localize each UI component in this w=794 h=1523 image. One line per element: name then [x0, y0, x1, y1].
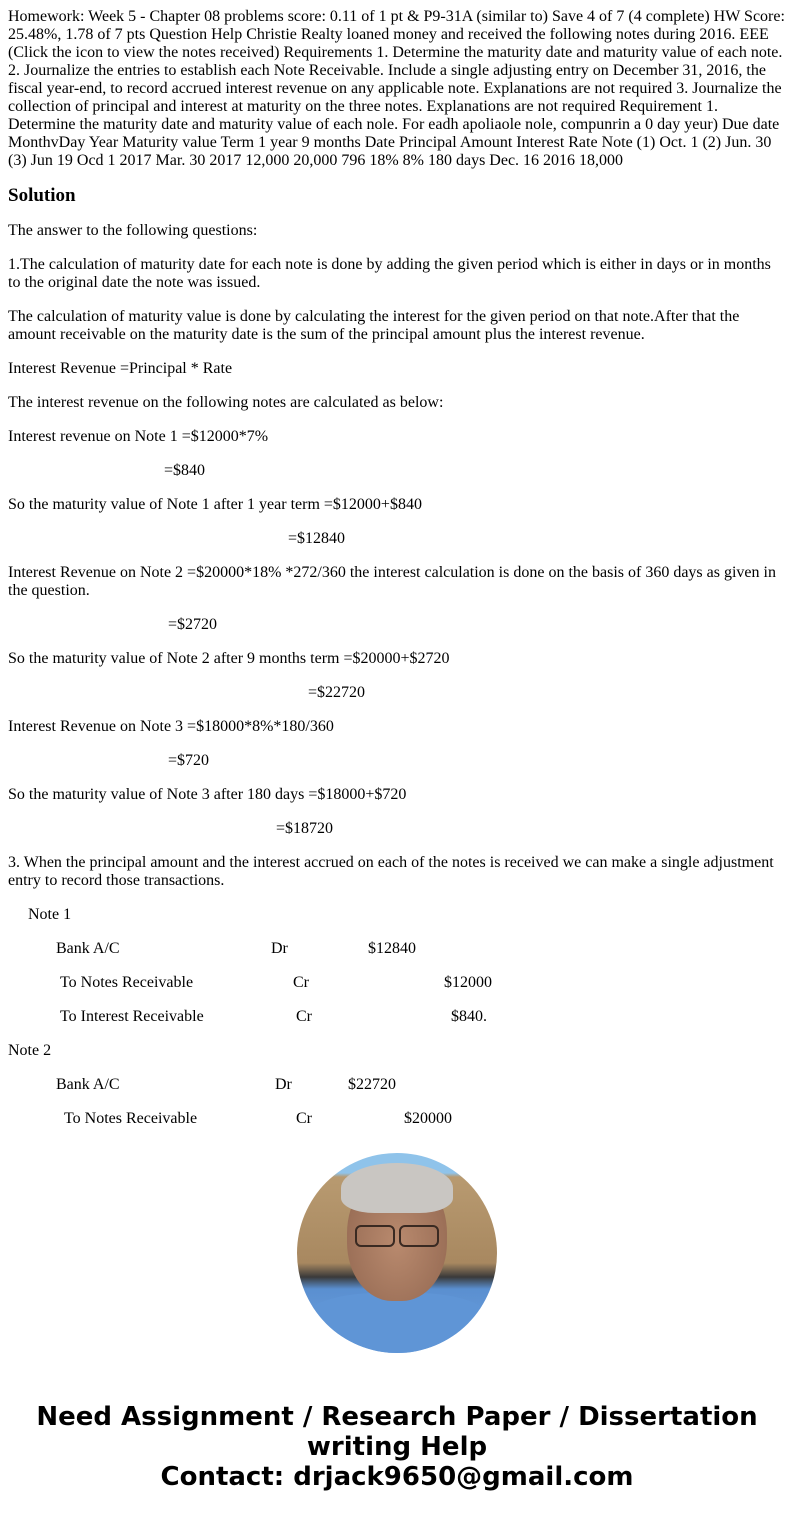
note2-interest-line: Interest Revenue on Note 2 =$20000*18% *272/360 the interest calculation is done on the basis of 360 days as given in the question. [8, 564, 776, 599]
journal-row [8, 974, 786, 992]
journal-row [8, 1008, 786, 1026]
journal-side: Dr [275, 1076, 292, 1093]
journal-amount: $840. [451, 1008, 487, 1025]
journal-amount: $12840 [368, 940, 416, 957]
journal-amount: $12000 [444, 974, 492, 991]
note2-interest-result: =$2720 [168, 616, 218, 633]
promo-footer [0, 1402, 794, 1492]
note3-interest-line: Interest Revenue on Note 3 =$18000*8%*180/360 [8, 718, 334, 735]
avatar-hair [341, 1163, 453, 1213]
journal-side: Dr [271, 940, 288, 957]
note1-maturity-result: =$12840 [288, 530, 346, 547]
journal-row [8, 1076, 786, 1094]
promo-contact: Contact: drjack9650@gmail.com [160, 1462, 634, 1492]
maturity-date-explanation: 1.The calculation of maturity date for each note is done by adding the given period which is either in days or in months to the original date the note was issued. [8, 256, 771, 291]
journal-row [8, 940, 786, 958]
note2-maturity-result: =$22720 [308, 684, 366, 701]
note2-maturity-line: So the maturity value of Note 2 after 9 months term =$20000+$2720 [8, 650, 450, 667]
promo-line-1: Need Assignment / Research Paper / Dissertation [36, 1402, 758, 1432]
solution-intro: The answer to the following questions: [8, 222, 258, 239]
journal-account: Bank A/C [56, 1076, 120, 1093]
journal-amount: $22720 [348, 1076, 396, 1093]
question-text: Homework: Week 5 - Chapter 08 problems score: 0.11 of 1 pt & P9-31A (similar to) Save 4 of 7 (4 complete) HW Score: 25.48%, 1.78 of 7 pts Question Help Christie Realty loaned money and received the following notes during 2016. EEE (Click the icon to view the notes received) Requirements 1. Determine the maturity date and maturity value of each note. 2. Journalize the entries to establish each Note Receivable. Include a single adjusting entry on December 31, 2016, the fiscal year-end, to record accrued interest revenue on any applicable note. Explanations are not required 3. Journalize the collection of principal and interest at maturity on the three notes. Explanations are not required Requirement 1. Determine the maturity date and maturity value of each nole. For eadh apoliaole nole, compunrin a 0 day yeur) Due date MonthvDay Year Maturity value Term 1 year 9 months Date Principal Amount Interest Rate Note (1) Oct. 1 (2) Jun. 30 (3) Jun 19 Ocd 1 2017 Mar. 30 2017 12,000 20,000 796 18% 8% 180 days Dec. 16 2016 18,000 [8, 8, 785, 169]
journal-note-1-label: Note 1 [28, 906, 72, 923]
journal-amount: $20000 [404, 1110, 452, 1123]
avatar-glasses [355, 1225, 439, 1245]
note1-interest-result: =$840 [164, 462, 206, 479]
interest-formula: Interest Revenue =Principal * Rate [8, 360, 233, 377]
maturity-value-explanation: The calculation of maturity value is done by calculating the interest for the given period on that note.After that the amount receivable on the maturity date is the sum of the principal amount plus the interest revenue. [8, 308, 740, 343]
note1-interest-line: Interest revenue on Note 1 =$12000*7% [8, 428, 269, 445]
journal-side: Cr [296, 1110, 312, 1123]
note3-maturity-result: =$18720 [276, 820, 334, 837]
journal-side: Cr [293, 974, 309, 991]
document-content [8, 8, 786, 1123]
calculation-intro: The interest revenue on the following notes are calculated as below: [8, 394, 444, 411]
part3-intro: 3. When the principal amount and the interest accrued on each of the notes is received we can make a single adjustment entry to record those transactions. [8, 854, 774, 889]
solution-heading: Solution [8, 185, 76, 206]
journal-note-2-label: Note 2 [8, 1042, 52, 1059]
journal-row [8, 1110, 786, 1123]
journal-account: To Notes Receivable [64, 1110, 198, 1123]
journal-account: To Notes Receivable [60, 974, 194, 991]
avatar-shirt [297, 1293, 497, 1353]
journal-account: Bank A/C [56, 940, 120, 957]
note1-maturity-line: So the maturity value of Note 1 after 1 year term =$12000+$840 [8, 496, 422, 513]
promo-line-2: writing Help [306, 1432, 488, 1462]
note3-maturity-line: So the maturity value of Note 3 after 180 days =$18000+$720 [8, 786, 407, 803]
note3-interest-result: =$720 [168, 752, 210, 769]
journal-account: To Interest Receivable [60, 1008, 204, 1025]
author-avatar [297, 1153, 497, 1353]
journal-side: Cr [296, 1008, 312, 1025]
journal-entries [8, 906, 786, 1123]
